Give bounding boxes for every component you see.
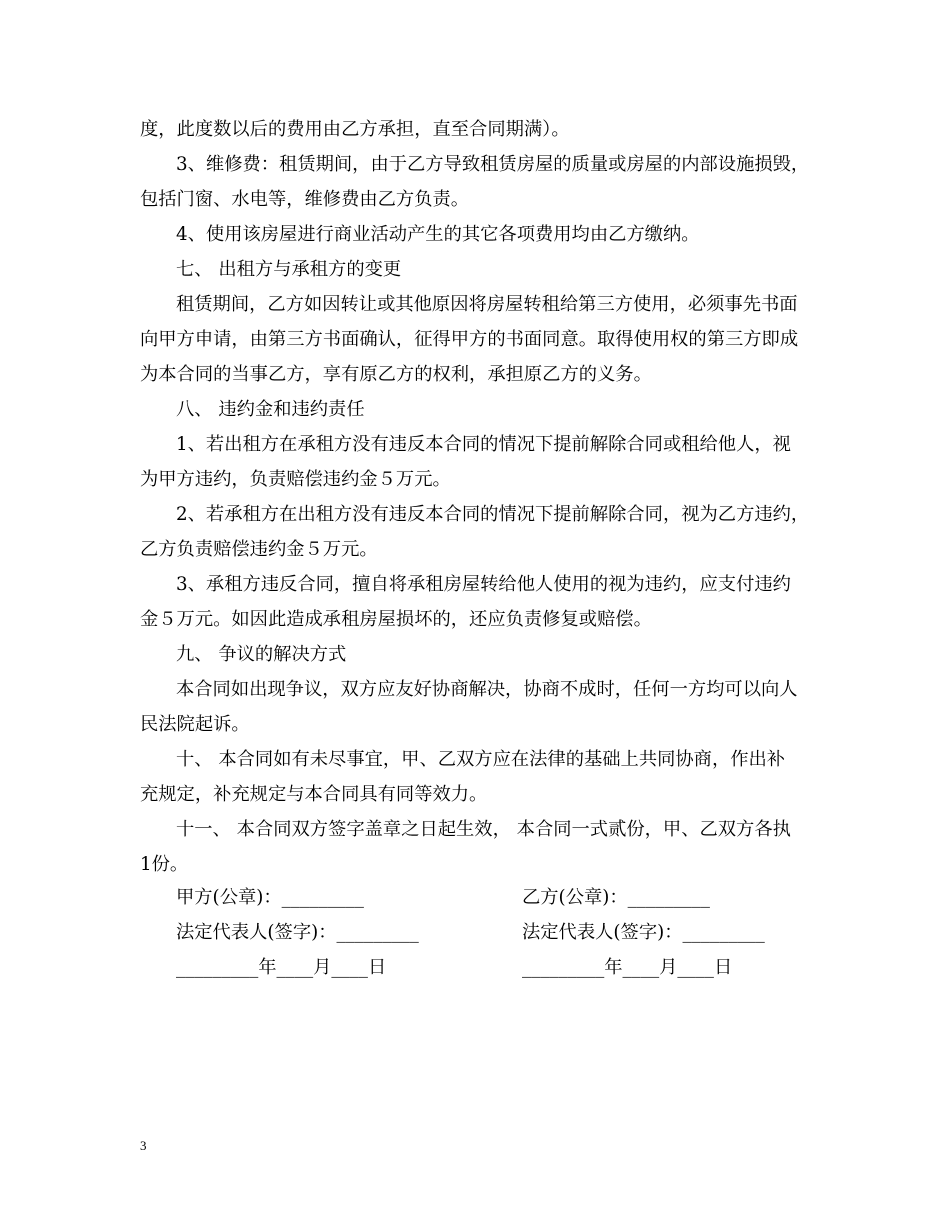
paragraph-line: 包括门窗、水电等，维修费由乙方负责。	[140, 189, 470, 210]
paragraph-line: 民法院起诉。	[140, 714, 250, 735]
party-b-representative-field: 法定代表人(签字)：_________	[522, 922, 765, 943]
party-b-date-field: _________年____月____日	[522, 957, 733, 978]
party-a-representative-field: 法定代表人(签字)：_________	[176, 922, 419, 943]
signature-block	[176, 880, 816, 985]
paragraph-line: 十一、 本合同双方签字盖章之日起生效， 本合同一式贰份，甲、乙双方各执	[176, 819, 791, 840]
paragraph-line: 3、承租方违反合同，擅自将承租房屋转给他人使用的视为违约，应支付违约	[176, 574, 791, 595]
paragraph-line: 金５万元。如因此造成承租房屋损坏的，还应负责修复或赔偿。	[140, 609, 652, 630]
paragraph-line: 1、若出租方在承租方没有违反本合同的情况下提前解除合同或租给他人，视	[176, 434, 791, 455]
page-number: 3	[140, 1138, 147, 1153]
party-a-date-field: _________年____月____日	[176, 957, 387, 978]
paragraph-line: 4、使用该房屋进行商业活动产生的其它各项费用均由乙方缴纳。	[176, 224, 700, 245]
paragraph-line: 度，此度数以后的费用由乙方承担，直至合同期满）。	[140, 119, 570, 140]
seal-row	[176, 880, 816, 915]
date-row	[176, 950, 816, 985]
section-heading: 七、 出租方与承租方的变更	[176, 259, 402, 280]
contract-body	[140, 112, 820, 882]
section-heading: 九、 争议的解决方式	[176, 644, 347, 665]
paragraph-line: 充规定，补充规定与本合同具有同等效力。	[140, 784, 488, 805]
section-heading: 八、 违约金和违约责任	[176, 399, 365, 420]
paragraph-line: 乙方负责赔偿违约金５万元。	[140, 539, 378, 560]
party-b-seal-field: 乙方(公章)：_________	[522, 887, 710, 908]
paragraph-line: 为本合同的当事乙方，享有原乙方的权利，承担原乙方的义务。	[140, 364, 652, 385]
representative-row	[176, 915, 816, 950]
party-a-seal-field: 甲方(公章)：_________	[176, 887, 364, 908]
paragraph-line: 向甲方申请，由第三方书面确认，征得甲方的书面同意。取得使用权的第三方即成	[140, 329, 799, 350]
paragraph-line: 十、 本合同如有未尽事宜，甲、乙双方应在法律的基础上共同协商，作出补	[176, 749, 786, 770]
paragraph-line: 1份。	[140, 854, 189, 875]
paragraph-line: 2、若承租方在出租方没有违反本合同的情况下提前解除合同，视为乙方违约，	[176, 504, 810, 525]
paragraph-line: 租赁期间，乙方如因转让或其他原因将房屋转租给第三方使用，必须事先书面	[176, 294, 798, 315]
paragraph-line: 为甲方违约，负责赔偿违约金５万元。	[140, 469, 451, 490]
paragraph-line: 本合同如出现争议，双方应友好协商解决，协商不成时，任何一方均可以向人	[176, 679, 798, 700]
paragraph-line: 3、维修费：租赁期间，由于乙方导致租赁房屋的质量或房屋的内部设施损毁，	[176, 154, 810, 175]
